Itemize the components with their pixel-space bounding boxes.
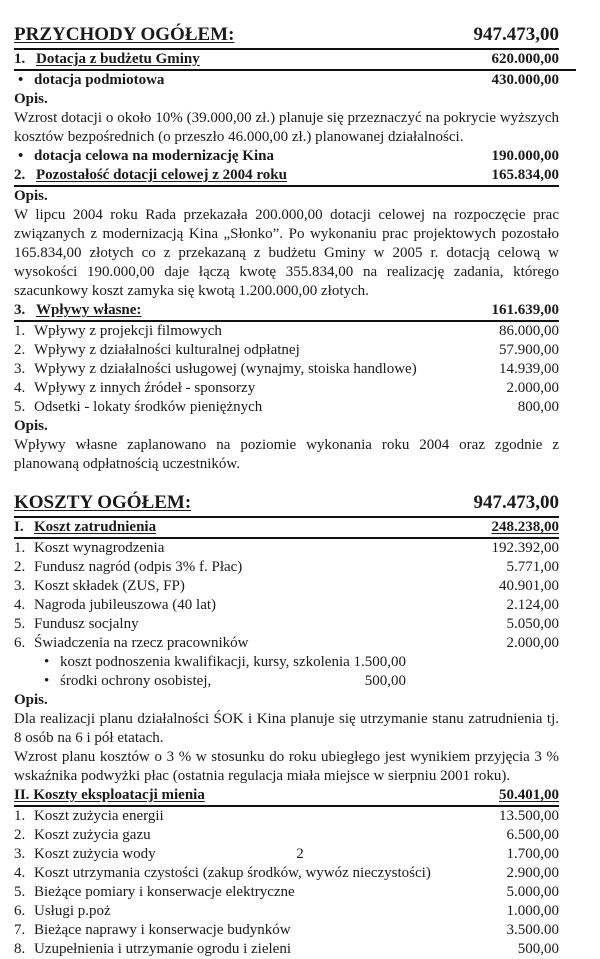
item-number: 3. [14, 578, 26, 594]
item-number: 4. [14, 865, 26, 881]
list-item [14, 322, 559, 341]
item-number: 1. [14, 323, 26, 339]
item-amount: 2.900,00 [506, 865, 559, 881]
list-item [14, 596, 559, 615]
document-page [14, 6, 559, 959]
opis-text: Wzrost planu kosztów o 3 % w stosunku do roku ubiegłego jest wynikiem przyjęcia 3 % wskaźnika podwyżki płac (ostatnia regulacja miała miejsce w sierpniu 2001 roku). [14, 749, 559, 784]
section-label: Pozostałość dotacji celowej z 2004 roku [36, 167, 287, 183]
income-heading [14, 22, 559, 50]
section-label: Dotacja z budżetu Gminy [36, 51, 200, 67]
item-amount: 86.000,00 [499, 323, 559, 339]
section-number: 1. [14, 51, 26, 67]
item-amount: 800,00 [517, 399, 559, 415]
bullet-label: • dotacja podmiotowa [14, 71, 164, 90]
item-number: 2. [14, 559, 26, 575]
bullet-item [14, 71, 559, 90]
item-number: 5. [14, 616, 26, 632]
item-amount: 500,00 [517, 941, 559, 957]
list-item [14, 577, 559, 596]
item-amount: 2.124,00 [506, 597, 559, 613]
item-label: Wpływy z innych źródeł - sponsorzy [34, 380, 256, 396]
item-label: Koszt zużycia gazu [34, 827, 151, 843]
costs-section-1 [14, 518, 559, 539]
costs-heading [14, 490, 559, 518]
item-amount: 5.771,00 [506, 559, 559, 575]
item-number: 1. [14, 808, 26, 824]
item-amount: 192.392,00 [491, 540, 559, 556]
item-label: Świadczenia na rzecz pracowników [34, 635, 249, 651]
list-item [14, 398, 559, 417]
item-label: Fundusz socjalny [34, 616, 139, 632]
item-label: Wpływy z działalności usługowej (wynajmy, stoiska handlowe) [34, 361, 417, 377]
item-label: Wpływy z działalności kulturalnej odpłatnej [34, 342, 300, 358]
section-amount: 248.238,00 [491, 519, 559, 535]
item-amount: 57.900,00 [499, 342, 559, 358]
item-label: Koszt zużycia energii [34, 808, 164, 824]
item-label: Bieżące pomiary i konserwacje elektryczne [34, 884, 295, 900]
sub-item-label: • koszt podnoszenia kwalifikacji, kursy, szkolenia [14, 653, 344, 672]
bullet-item [14, 147, 559, 166]
item-label: Usługi p.poż [34, 903, 111, 919]
income-section-2 [14, 166, 559, 187]
section-amount: 50.401,00 [499, 787, 559, 803]
list-item [14, 360, 559, 379]
page-number: 2 [296, 846, 304, 862]
section-amount: 620.000,00 [491, 51, 559, 67]
item-number: 5. [14, 399, 26, 415]
item-number: 1. [14, 540, 26, 556]
list-item [14, 864, 559, 883]
section-number: 2. [14, 167, 26, 183]
item-number: 4. [14, 597, 26, 613]
item-number: 5. [14, 884, 26, 900]
item-label: Fundusz nagród (odpis 3% f. Płac) [34, 559, 243, 575]
bullet-amount: 190.000,00 [491, 148, 559, 164]
list-item [14, 902, 559, 921]
opis-label: Opis. [14, 91, 48, 107]
item-amount: 3.500.00 [506, 922, 559, 938]
income-section-1 [14, 50, 576, 71]
spacer [14, 474, 559, 490]
item-amount: 5.050,00 [506, 616, 559, 632]
list-item [14, 634, 559, 653]
list-item [14, 558, 559, 577]
bullet-amount: 430.000,00 [491, 72, 559, 88]
item-amount: 2.000,00 [506, 635, 559, 651]
item-label: Koszt wynagrodzenia [34, 540, 165, 556]
item-label: Koszt zużycia wody [34, 846, 156, 862]
section-number: I. [14, 519, 24, 535]
sub-item-label: • środki ochrony osobistej, [14, 672, 344, 691]
item-number: 3. [14, 361, 26, 377]
item-number: 2. [14, 827, 26, 843]
sub-item [14, 653, 559, 672]
opis-label: Opis. [14, 418, 48, 434]
item-amount: 5.000,00 [506, 884, 559, 900]
income-total: 947.473,00 [473, 24, 559, 45]
list-item [14, 539, 559, 558]
list-item [14, 883, 559, 902]
opis-label: Opis. [14, 188, 48, 204]
list-item [14, 379, 559, 398]
list-item [14, 940, 559, 959]
item-amount: 1.700,00 [506, 846, 559, 862]
item-number: 6. [14, 635, 26, 651]
section-label: Koszt zatrudnienia [34, 519, 157, 535]
section-label: Koszty eksploatacji mienia [33, 787, 205, 803]
item-amount: 13.500,00 [499, 808, 559, 824]
costs-total: 947.473,00 [473, 492, 559, 513]
item-amount: 14.939,00 [499, 361, 559, 377]
sub-item [14, 672, 559, 691]
item-number: 4. [14, 380, 26, 396]
item-label: Nagroda jubileuszowa (40 lat) [34, 597, 217, 613]
opis-text: Wpływy własne zaplanowano na poziomie wykonania roku 2004 oraz zgodnie z planowaną odpłatnością uczestników. [14, 437, 559, 472]
item-amount: 40.901,00 [499, 578, 559, 594]
item-amount: 2.000,00 [506, 380, 559, 396]
item-label: Koszt składek (ZUS, FP) [34, 578, 185, 594]
section-amount: 165.834,00 [491, 167, 559, 183]
opis-text: Wzrost dotacji o około 10% (39.000,00 zł.) planuje się przeznaczyć na pokrycie wyższych kosztów bezpośrednich (o przeszło 46.000,00 zł.) planowanej działalności. [14, 110, 559, 145]
opis-text: W lipcu 2004 roku Rada przekazała 200.000,00 dotacji celowej na rozpoczęcie prac związanych z modernizacją Kina „Słonko”. Po wykonaniu prac projektowych pozostało 165.834,00 złotych co z przekazaną z budżetu Gminy w 2005 r. dotacją celową w wysokości 190.000,00 daje łączą kwotę 355.834,00 na realizację zadania, którego szacunkowy koszt zamyka się kwotą 1.200.000,00 złotych. [14, 207, 559, 299]
costs-title: KOSZTY OGÓŁEM: [14, 492, 192, 513]
item-number: 6. [14, 903, 26, 919]
list-item [14, 826, 559, 845]
opis-label: Opis. [14, 692, 48, 708]
item-number: 3. [14, 846, 26, 862]
item-label: Koszt utrzymania czystości (zakup środków, wywóz nieczystości) [34, 865, 431, 881]
item-label: Odsetki - lokaty środków pieniężnych [34, 399, 263, 415]
section-number: 3. [14, 302, 26, 318]
list-item [14, 807, 559, 826]
section-amount: 161.639,00 [491, 302, 559, 318]
item-amount: 1.000,00 [506, 903, 559, 919]
opis-text: Dla realizacji planu działalności ŚOK i Kina planuje się utrzymanie stanu zatrudnienia tj. 8 osób na 6 i pół etatach. [14, 711, 559, 746]
item-amount: 6.500,00 [506, 827, 559, 843]
bullet-label: • dotacja celowa na modernizację Kina [14, 147, 274, 166]
item-label: Uzupełnienia i utrzymanie ogrodu i zieleni [34, 941, 291, 957]
item-number: 2. [14, 342, 26, 358]
income-title: PRZYCHODY OGÓŁEM: [14, 24, 235, 45]
item-number: 8. [14, 941, 26, 957]
list-item [14, 921, 559, 940]
income-section-3 [14, 301, 559, 322]
list-item [14, 615, 559, 634]
section-label: Wpływy własne: [36, 302, 142, 318]
sub-item-amount: 1.500,00 [353, 654, 406, 670]
item-label: Bieżące naprawy i konserwacje budynków [34, 922, 291, 938]
section-number: II. [14, 787, 30, 803]
list-item [14, 341, 559, 360]
item-number: 7. [14, 922, 26, 938]
sub-item-amount: 500,00 [364, 673, 406, 689]
item-label: Wpływy z projekcji filmowych [34, 323, 222, 339]
costs-section-2 [14, 786, 559, 807]
